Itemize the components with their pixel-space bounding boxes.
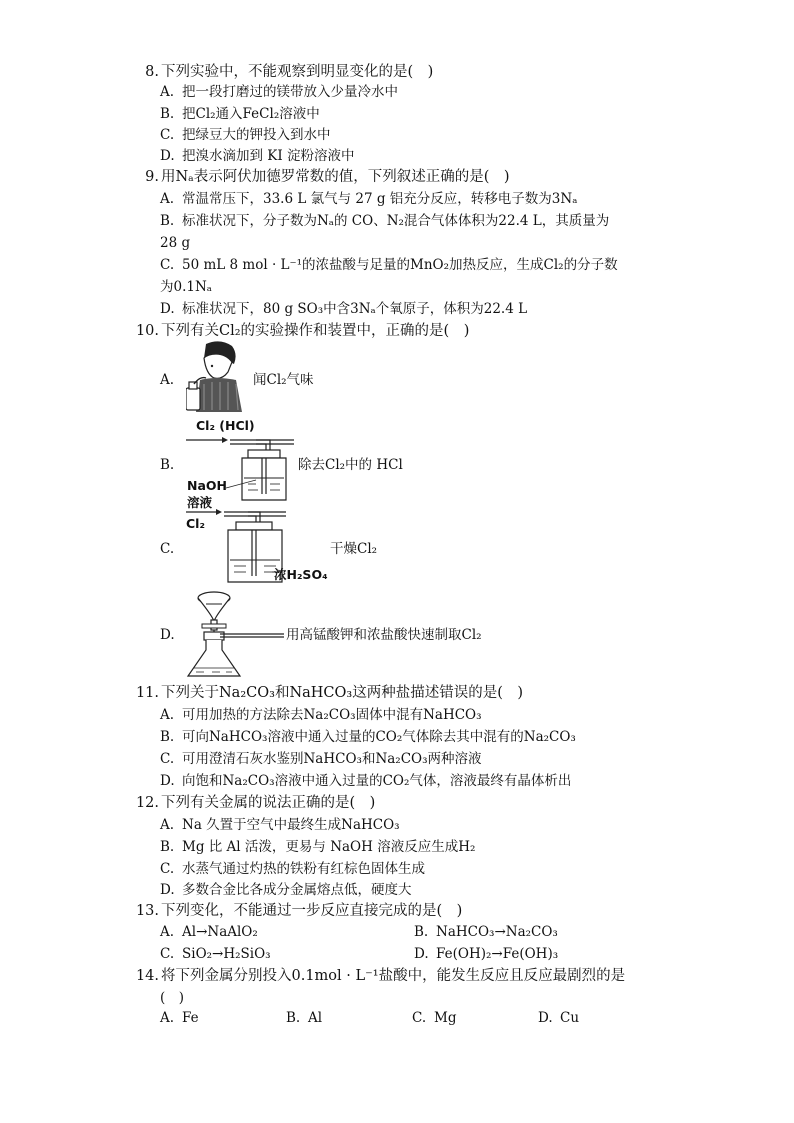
q14-option-b: B. Al xyxy=(286,1010,323,1026)
question-10-stem: 10. 下列有关Cl₂的实验操作和装置中，正确的是( ) xyxy=(135,323,470,339)
q12-option-c: C. 水蒸气通过灼热的铁粉有红棕色固体生成 xyxy=(160,861,425,877)
b-gas-label: Cl₂ (HCl) xyxy=(196,418,255,433)
q9-option-b-cont: 28 g xyxy=(160,235,191,251)
q9-option-b: B. 标准状况下，分子数为Nₐ的 CO、N₂混合气体体积为22.4 L，其质量为 xyxy=(160,213,610,229)
q13-option-b: B. NaHCO₃→Na₂CO₃ xyxy=(414,924,558,940)
q10-option-b-label: B. xyxy=(160,457,175,473)
q14-option-c: C. Mg xyxy=(412,1010,457,1026)
q8-option-a: A. 把一段打磨过的镁带放入少量冷水中 xyxy=(160,84,398,100)
q9-option-d: D. 标准状况下，80 g SO₃中含3Nₐ个氧原子，体积为22.4 L xyxy=(160,301,528,317)
question-number: 8. xyxy=(145,64,159,80)
q10-option-c-label: C. xyxy=(160,541,175,557)
person-smelling-icon xyxy=(186,340,250,412)
q13-option-c: C. SiO₂→H₂SiO₃ xyxy=(160,946,271,962)
q10-option-d-label: D. xyxy=(160,627,175,643)
question-14-stem-cont: ( ) xyxy=(160,990,185,1006)
q11-option-c: C. 可用澄清石灰水鉴别NaHCO₃和Na₂CO₃两种溶液 xyxy=(160,751,482,767)
question-11-stem: 11. 下列关于Na₂CO₃和NaHCO₃这两种盐描述错误的是( ) xyxy=(135,685,524,701)
q8-option-c: C. 把绿豆大的钾投入到水中 xyxy=(160,127,331,143)
q11-option-d: D. 向饱和Na₂CO₃溶液中通入过量的CO₂气体，溶液最终有晶体析出 xyxy=(160,773,572,789)
q10-option-c-text: 干燥Cl₂ xyxy=(330,541,378,557)
gas-generator-flask-diagram xyxy=(184,588,288,682)
question-12-stem: 12. 下列有关金属的说法正确的是( ) xyxy=(135,795,376,811)
question-text: 下列实验中，不能观察到明显变化的是( ) xyxy=(161,64,434,80)
q11-option-b: B. 可向NaHCO₃溶液中通入过量的CO₂气体除去其中混有的Na₂CO₃ xyxy=(160,729,576,745)
question-13-stem: 13. 下列变化，不能通过一步反应直接完成的是( ) xyxy=(135,903,463,919)
q9-option-a: A. 常温常压下，33.6 L 氯气与 27 g 铝充分反应，转移电子数为3Nₐ xyxy=(160,191,578,207)
q13-option-d: D. Fe(OH)₂→Fe(OH)₃ xyxy=(414,946,559,962)
question-14-stem: 14. 将下列金属分别投入0.1mol · L⁻¹盐酸中，能发生反应且反应最剧烈的是 xyxy=(135,968,626,984)
q10-option-d-text: 用高锰酸钾和浓盐酸快速制取Cl₂ xyxy=(286,627,482,643)
q10-option-b-text: 除去Cl₂中的 HCl xyxy=(298,457,403,473)
q12-option-b: B. Mg 比 Al 活泼，更易与 NaOH 溶液反应生成H₂ xyxy=(160,839,476,855)
b-reagent-label-2: 溶液 xyxy=(187,495,213,510)
q8-option-d: D. 把溴水滴加到 KI 淀粉溶液中 xyxy=(160,148,355,164)
c-reagent-label: 浓H₂SO₄ xyxy=(274,567,328,582)
q12-option-a: A. Na 久置于空气中最终生成NaHCO₃ xyxy=(160,817,400,833)
question-9-stem: 9. 用Nₐ表示阿伏加德罗常数的值，下列叙述正确的是( ) xyxy=(145,169,510,185)
b-reagent-label-1: NaOH xyxy=(187,478,227,493)
q14-option-a: A. Fe xyxy=(160,1010,199,1026)
q12-option-d: D. 多数合金比各成分金属熔点低，硬度大 xyxy=(160,882,412,898)
q9-option-c-cont: 为0.1Nₐ xyxy=(160,279,212,295)
q10-option-a-text: 闻Cl₂气味 xyxy=(253,372,314,388)
q11-option-a: A. 可用加热的方法除去Na₂CO₃固体中混有NaHCO₃ xyxy=(160,707,482,723)
q9-option-c: C. 50 mL 8 mol · L⁻¹的浓盐酸与足量的MnO₂加热反应，生成Cl₂的分子数 xyxy=(160,257,618,273)
q10-option-a-label: A. xyxy=(160,372,175,388)
question-8-stem xyxy=(133,62,433,82)
q13-option-a: A. Al→NaAlO₂ xyxy=(160,924,258,940)
q14-option-d: D. Cu xyxy=(538,1010,580,1026)
q8-option-b: B. 把Cl₂通入FeCl₂溶液中 xyxy=(160,106,320,122)
c-gas-label: Cl₂ xyxy=(186,516,205,531)
